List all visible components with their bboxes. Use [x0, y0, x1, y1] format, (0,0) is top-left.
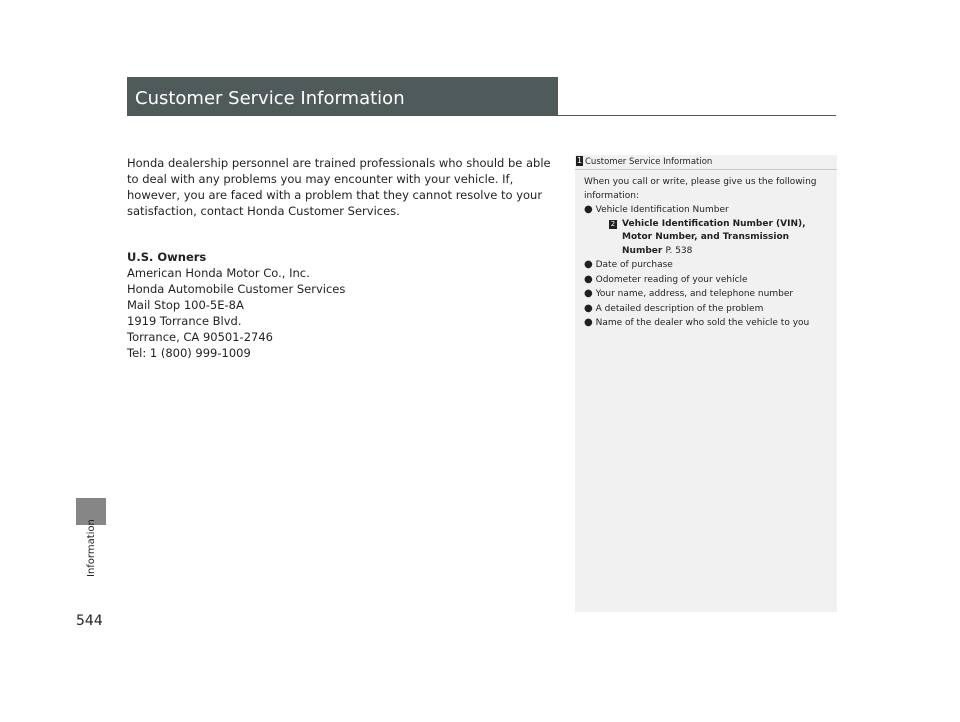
list-item: ● Your name, address, and telephone number: [584, 288, 794, 299]
sidebar-header-text: Customer Service Information: [585, 157, 713, 167]
owners-heading: U.S. Owners: [127, 250, 207, 264]
address-line: Honda Automobile Customer Services: [127, 282, 346, 296]
bullet-icon: ●: [584, 317, 593, 328]
sidebar-body: [584, 176, 832, 331]
list-item: ● Odometer reading of your vehicle: [584, 273, 748, 285]
cross-reference-link[interactable]: [584, 218, 832, 259]
list-item: ● Date of purchase: [584, 259, 673, 270]
list-item: ● A detailed description of the problem: [584, 302, 764, 314]
address-line: 1919 Torrance Blvd.: [127, 314, 242, 328]
sidebar-intro: When you call or write, please give us the following information:: [584, 177, 817, 201]
reference-arrow-icon: 2: [610, 219, 616, 228]
section-tab-label: [85, 497, 97, 577]
bullet-icon: ●: [584, 204, 593, 215]
page-number: 544: [76, 613, 103, 629]
main-content: [127, 155, 559, 361]
title-underline: [127, 115, 836, 116]
bullet-icon: ●: [584, 259, 593, 270]
page-title: Customer Service Information: [135, 88, 405, 109]
list-item: ● Vehicle Identification Number: [584, 204, 729, 215]
reference-page: P. 538: [665, 245, 693, 256]
address-line: Mail Stop 100-5E-8A: [127, 298, 244, 312]
phone-line: Tel: 1 (800) 999-1009: [127, 346, 251, 360]
note-number-icon: 1: [576, 156, 583, 165]
section-tab-text: Information: [86, 519, 97, 577]
address-line: American Honda Motor Co., Inc.: [127, 266, 310, 280]
address-line: Torrance, CA 90501-2746: [127, 330, 273, 344]
reference-text: Vehicle Identification Number (VIN), Motor Number, and Transmission Number P. 538: [622, 218, 806, 256]
bullet-icon: ●: [584, 288, 593, 299]
bullet-icon: ●: [584, 302, 593, 314]
list-item: ● Name of the dealer who sold the vehicle to you: [584, 317, 810, 328]
sidebar-header: [575, 155, 837, 170]
sidebar-note: [575, 155, 837, 612]
intro-paragraph: Honda dealership personnel are trained professionals who should be able to deal with any problems you may encounter with your vehicle. If, however, you are faced with a problem that they cannot resolve to your satisfaction, contact Honda Customer Services.: [127, 156, 551, 218]
bullet-icon: ●: [584, 273, 593, 285]
